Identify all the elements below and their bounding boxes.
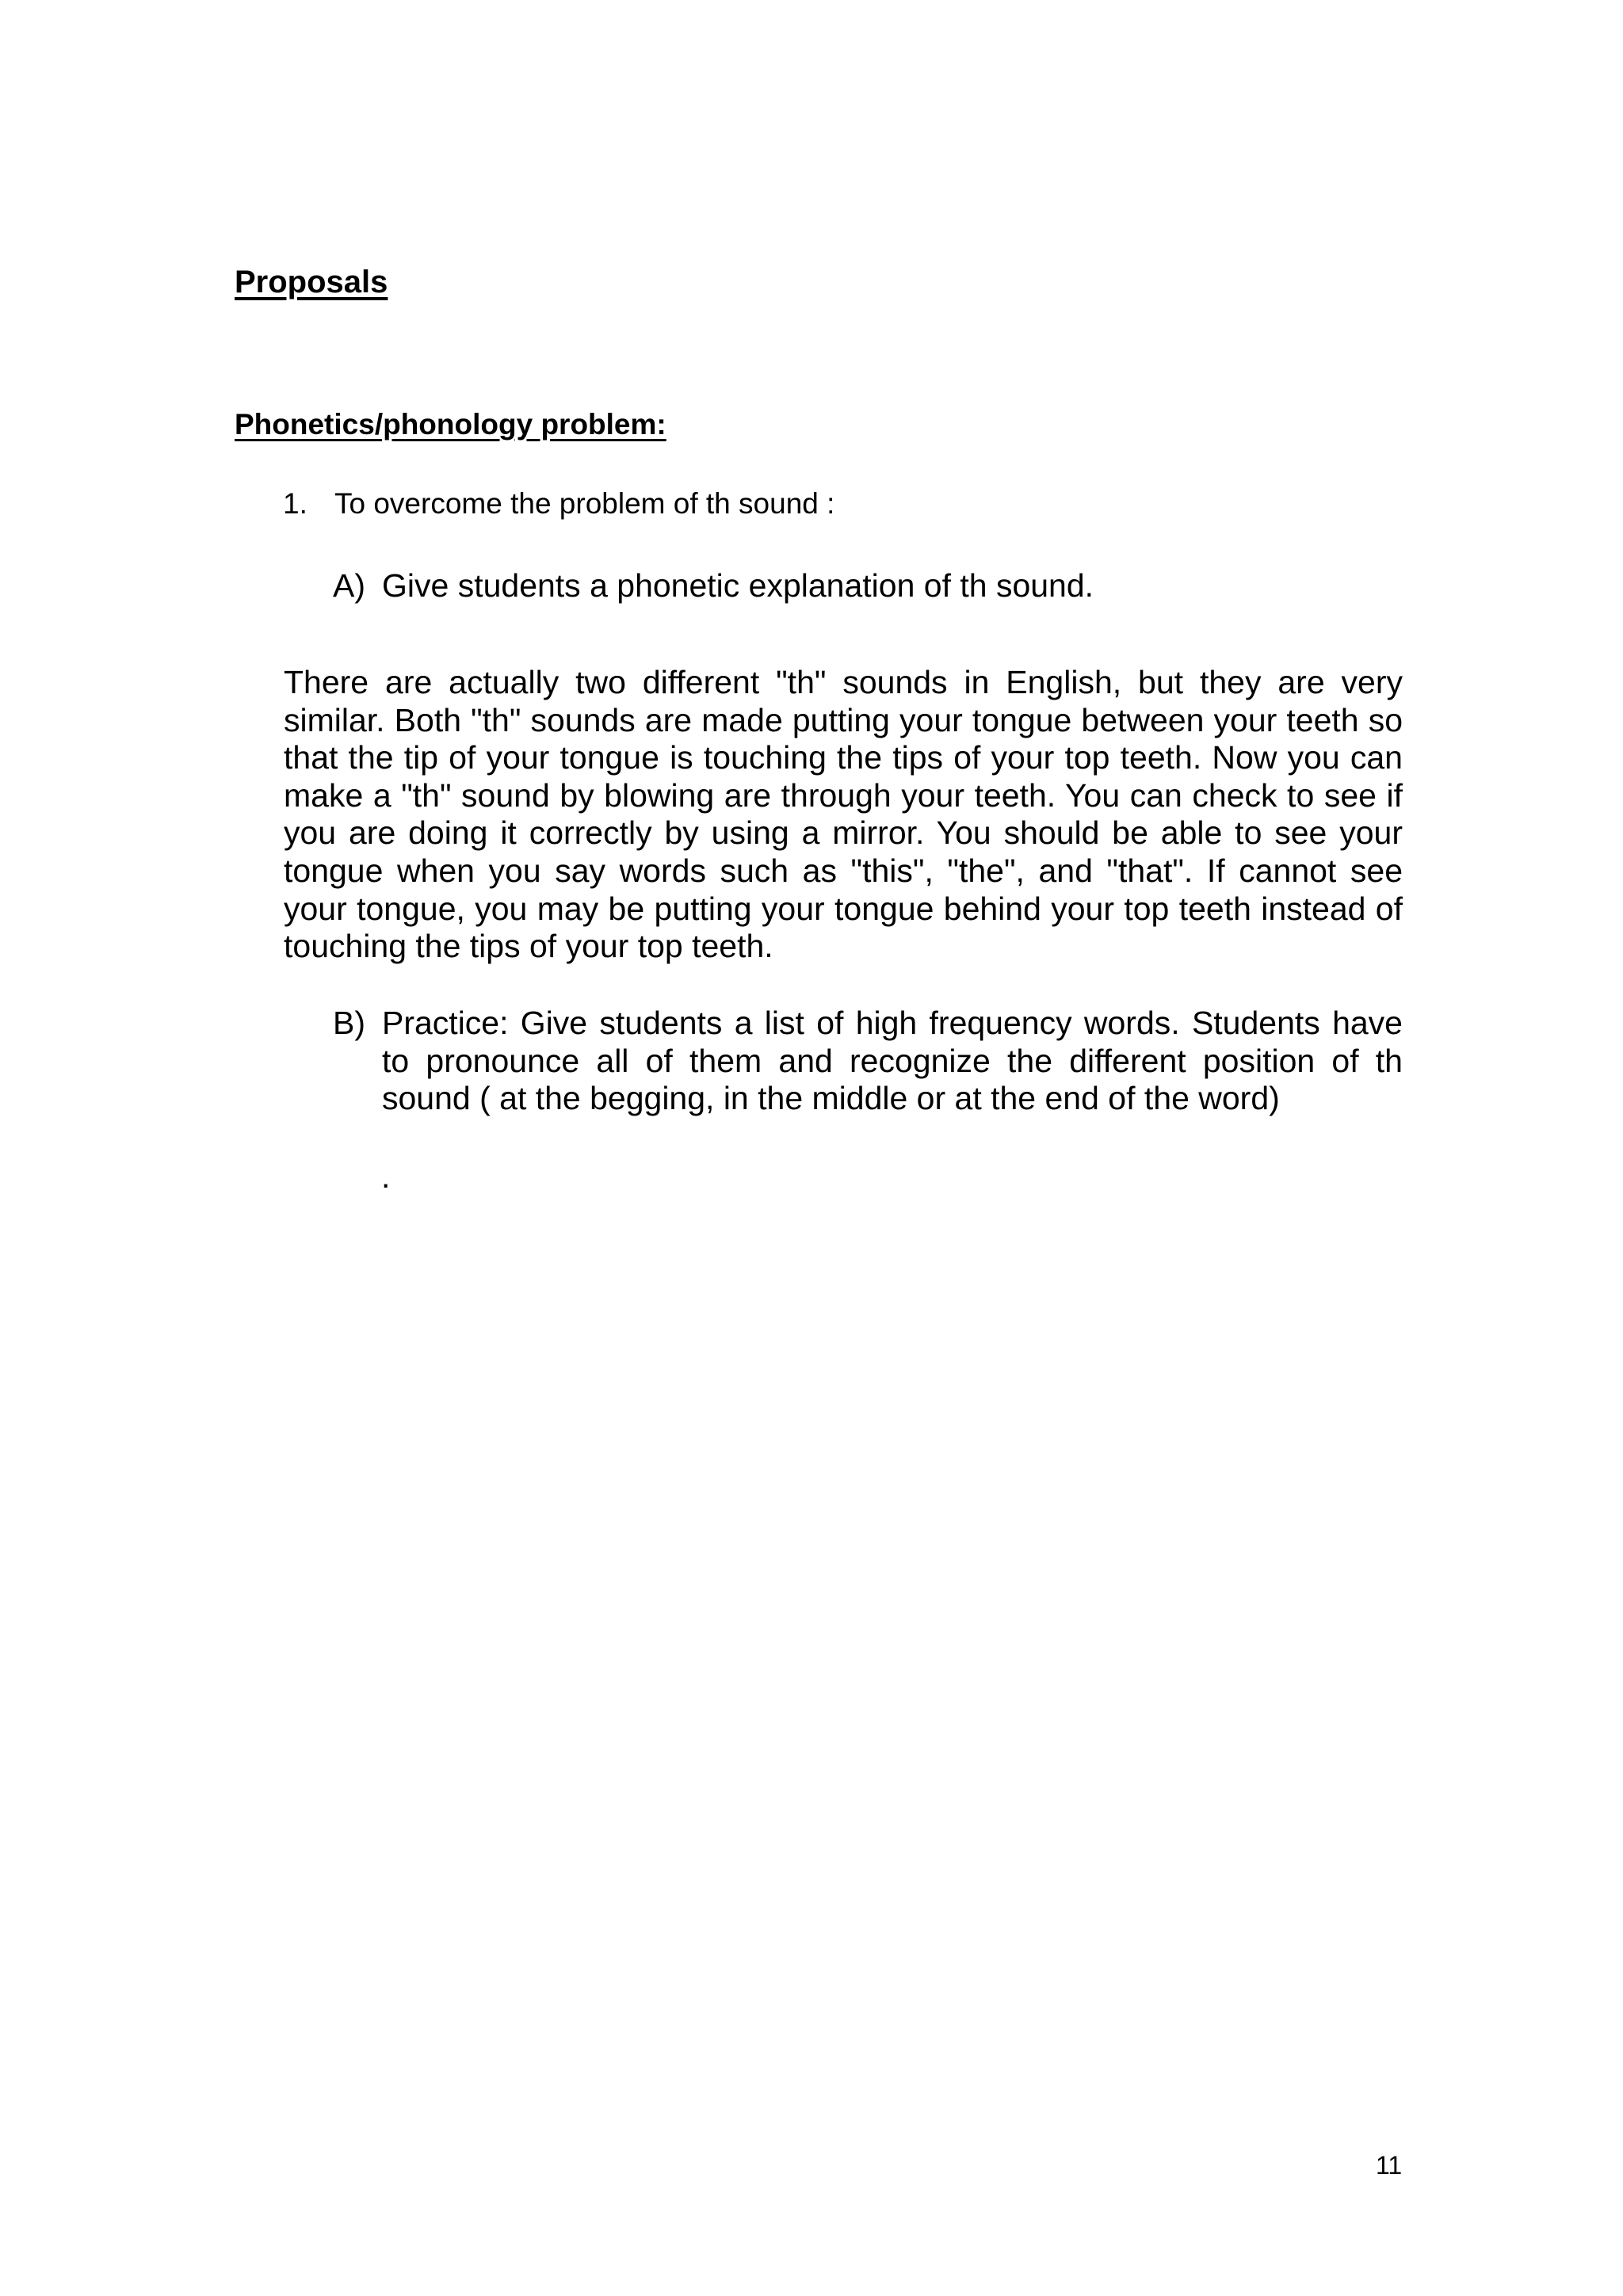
explanation-paragraph: There are actually two different "th" sounds in English, but they are very similar. Both "th" sounds are made putting your tongue between your teeth so that the tip of your tongue is touching the tips of your top teeth. Now you can make a "th" sound by blowing are through your teeth. You can check to see if you are doing it correctly by using a mirror. You should be able to see your tongue when you say words such as "this", "the", and "that". If cannot see your tongue, you may be putting your tongue behind your top teeth instead of touching the tips of your top teeth. — [284, 664, 1403, 965]
list-item-text: To overcome the problem of th sound : — [334, 487, 835, 520]
sub-list-text-a: Give students a phonetic explanation of th sound. — [382, 567, 1094, 604]
sub-list-text-b: Practice: Give students a list of high frequency words. Students have to pronounce all of them and recognize the different position of th sound ( at the begging, in the middle or at the end of the word) — [382, 1005, 1403, 1117]
page-number: 11 — [1376, 2151, 1403, 2180]
sub-list-marker-b: B) — [333, 1005, 365, 1041]
section-heading: Proposals — [235, 265, 388, 299]
subsection-heading: Phonetics/phonology problem: — [235, 408, 666, 441]
sub-list-marker-a: A) — [333, 567, 365, 604]
sub-list-item-b — [333, 1005, 1403, 1131]
trailing-dot: . — [381, 1158, 391, 1195]
sub-list-item-a — [333, 567, 1403, 607]
list-item-number: 1. — [283, 487, 307, 520]
numbered-list-item — [283, 486, 834, 521]
